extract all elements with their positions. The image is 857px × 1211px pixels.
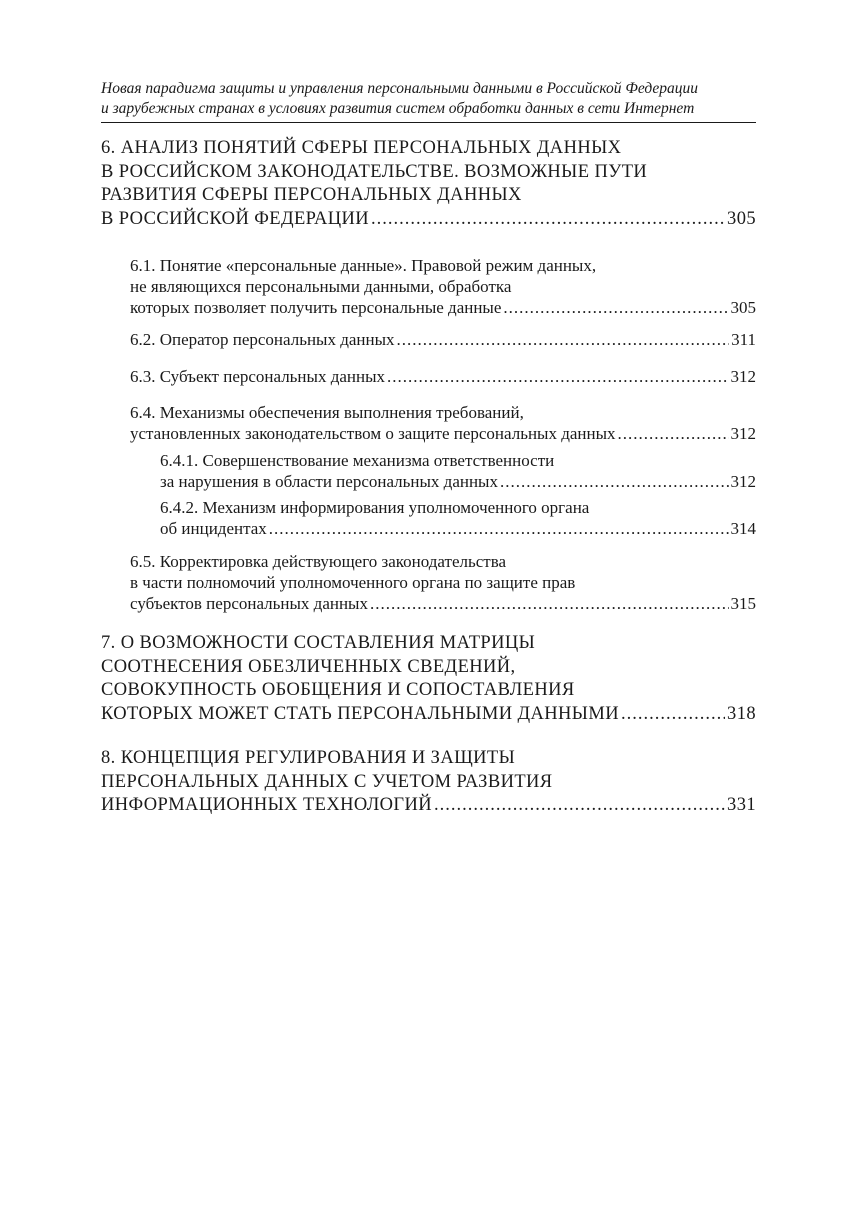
toc-entry-title-line: которых позволяет получить персональные данные	[130, 298, 502, 317]
page-number: 312	[730, 367, 756, 386]
page-number: 312	[730, 424, 756, 443]
page-number: 305	[727, 208, 756, 229]
toc-entry-title-line: РАЗВИТИЯ СФЕРЫ ПЕРСОНАЛЬНЫХ ДАННЫХ	[101, 185, 522, 205]
toc-entry-title-line: В РОССИЙСКОЙ ФЕДЕРАЦИИ	[101, 208, 370, 229]
toc-entry-title-line: 6.4.2. Механизм информирования уполномоченного органа	[160, 498, 590, 517]
toc-entry-title-line: в части полномочий уполномоченного органа по защите прав	[130, 573, 576, 592]
toc-entry-section-6-4-2[interactable]	[101, 497, 756, 539]
dot-leader	[269, 518, 729, 539]
dot-leader	[621, 703, 725, 727]
page-number: 312	[730, 472, 756, 491]
running-head-line: и зарубежных странах в условиях развития систем обработки данных в сети Интернет	[101, 100, 695, 117]
toc-entry-title-line: 6.2. Оператор персональных данных	[130, 330, 395, 349]
toc-entry-section-6-4-1[interactable]	[101, 450, 756, 492]
dot-leader	[387, 366, 728, 387]
dot-leader	[434, 794, 725, 818]
toc-entry-chapter-7[interactable]	[101, 632, 756, 726]
toc-entry-title-line: 7. О ВОЗМОЖНОСТИ СОСТАВЛЕНИЯ МАТРИЦЫ	[101, 633, 536, 653]
page-number: 314	[730, 519, 756, 538]
page	[101, 79, 756, 818]
toc-entry-title-line: В РОССИЙСКОМ ЗАКОНОДАТЕЛЬСТВЕ. ВОЗМОЖНЫЕ ПУТИ	[101, 161, 648, 182]
running-head-line: Новая парадигма защиты и управления персональными данными в Российской Федерации	[101, 80, 699, 97]
toc-entry-title-line: СОВОКУПНОСТЬ ОБОБЩЕНИЯ И СОПОСТАВЛЕНИЯ	[101, 680, 575, 700]
page-number: 315	[730, 594, 756, 613]
toc-entry-section-6-5[interactable]	[101, 551, 756, 614]
toc-entry-title-line: 6.1. Понятие «персональные данные». Правовой режим данных,	[130, 256, 597, 275]
toc-entry-chapter-6[interactable]	[101, 137, 756, 231]
toc-entry-title-line: 6. АНАЛИЗ ПОНЯТИЙ СФЕРЫ ПЕРСОНАЛЬНЫХ ДАННЫХ	[101, 138, 622, 158]
toc-entry-title-line: об инцидентах	[160, 519, 267, 538]
toc-entry-title-line: ПЕРСОНАЛЬНЫХ ДАННЫХ С УЧЕТОМ РАЗВИТИЯ	[101, 771, 553, 792]
toc-entry-title-line: субъектов персональных данных	[130, 594, 368, 613]
dot-leader	[370, 593, 729, 614]
toc-entry-title-line: 6.3. Субъект персональных данных	[130, 367, 386, 386]
page-number: 331	[727, 795, 756, 815]
toc-entry-title-line: КОТОРЫХ МОЖЕТ СТАТЬ ПЕРСОНАЛЬНЫМИ ДАННЫМИ	[101, 703, 619, 724]
running-head	[101, 79, 756, 123]
page-number: 318	[727, 703, 756, 724]
toc-entry-section-6-2[interactable]	[101, 329, 756, 350]
dot-leader	[618, 423, 729, 444]
toc-entry-title-line: 6.5. Корректировка действующего законодательства	[130, 552, 507, 571]
toc-entry-title-line: не являющихся персональными данными, обработка	[130, 277, 512, 296]
toc-entry-title-line: за нарушения в области персональных данных	[160, 472, 498, 491]
toc-entry-title-line: установленных законодательством о защите персональных данных	[130, 424, 616, 443]
toc-entry-section-6-3[interactable]	[101, 366, 756, 387]
toc-entry-title-line: СООТНЕСЕНИЯ ОБЕЗЛИЧЕННЫХ СВЕДЕНИЙ,	[101, 656, 516, 677]
dot-leader	[503, 297, 728, 318]
page-number: 305	[730, 298, 756, 317]
page-number: 311	[731, 330, 756, 349]
dot-leader	[397, 329, 730, 350]
toc-entry-title-line: 8. КОНЦЕПЦИЯ РЕГУЛИРОВАНИЯ И ЗАЩИТЫ	[101, 748, 516, 768]
toc-entry-section-6-4[interactable]	[101, 402, 756, 444]
toc-entry-title-line: ИНФОРМАЦИОННЫХ ТЕХНОЛОГИЙ	[101, 795, 433, 815]
dot-leader	[371, 208, 725, 232]
toc-entry-section-6-1[interactable]	[101, 255, 756, 318]
table-of-contents	[101, 137, 756, 818]
dot-leader	[500, 471, 729, 492]
toc-entry-title-line: 6.4.1. Совершенствование механизма ответственности	[160, 451, 555, 470]
toc-entry-chapter-8[interactable]	[101, 747, 756, 818]
toc-entry-title-line: 6.4. Механизмы обеспечения выполнения требований,	[130, 403, 524, 422]
